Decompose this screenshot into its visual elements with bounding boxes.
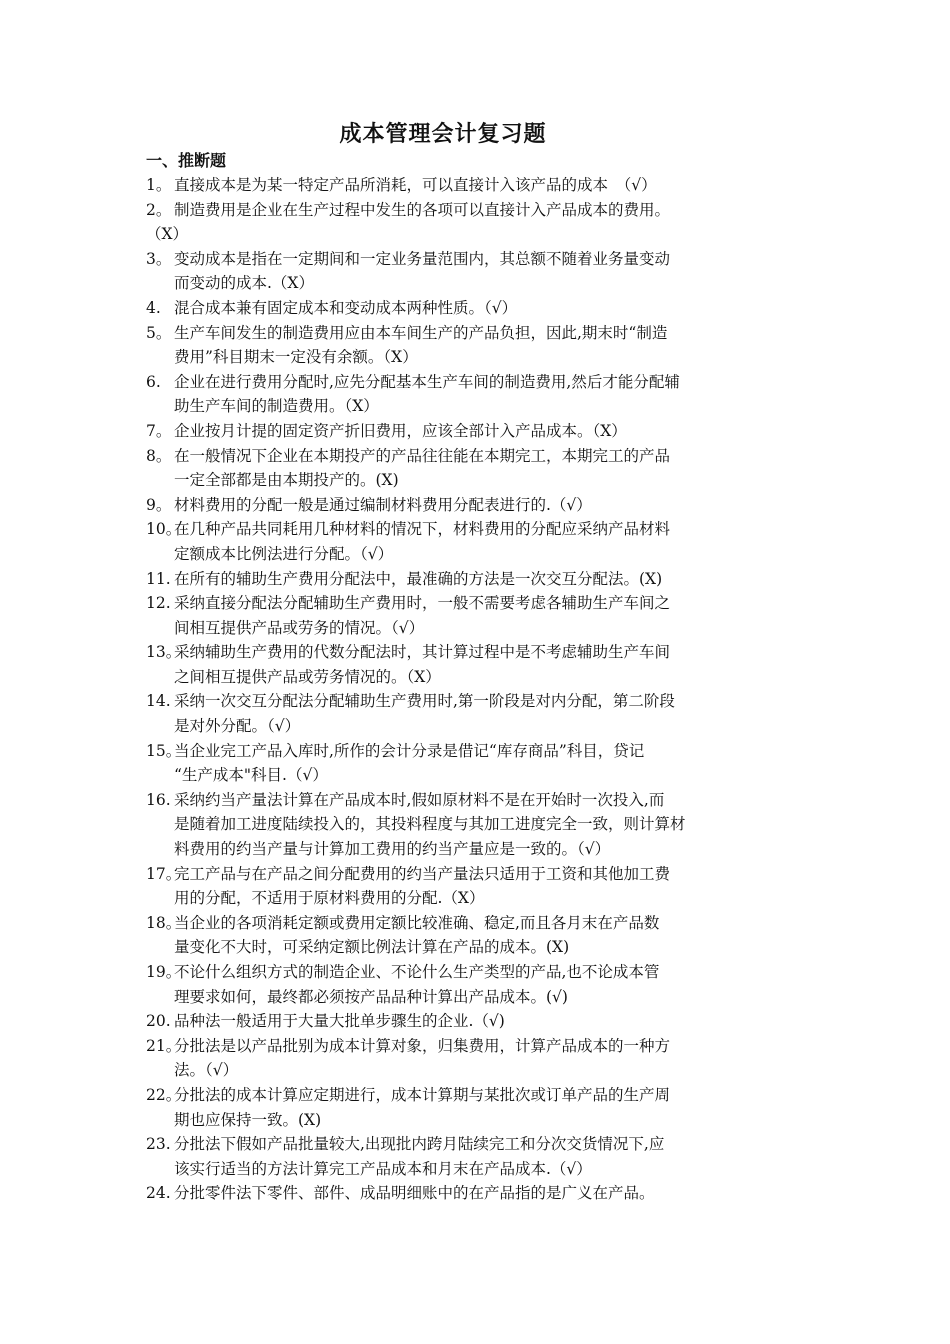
question-number: 5。 [146, 323, 172, 342]
question-text: 不论什么组织方式的制造企业、不论什么生产类型的产品,也不论成本管 [174, 963, 660, 981]
question-text: 该实行适当的方法计算完工产品成本和月末在产品成本.（√） [174, 1159, 592, 1178]
question-item [146, 689, 810, 738]
question-item [146, 247, 810, 296]
question-number: 17。 [146, 864, 182, 883]
question-number: 4. [146, 298, 161, 317]
question-text: 采纳一次交互分配法分配辅助生产费用时,第一阶段是对内分配，第二阶段 [174, 692, 675, 711]
question-text: 而变动的成本.（X） [174, 274, 314, 293]
question-text: 是对外分配。（√） [174, 717, 301, 736]
question-item [146, 788, 810, 862]
document-title: 成本管理会计复习题 [339, 122, 547, 147]
question-text: 费用”科目期末一定没有余额。（X） [174, 348, 418, 367]
question-text: 间相互提供产品或劳务的情况。（√） [174, 618, 425, 637]
question-number: 6. [146, 372, 161, 391]
question-number: 18。 [146, 913, 182, 932]
question-text: 量变化不大时，可采纳定额比例法计算在产品的成本。(X) [174, 938, 570, 957]
question-number: 23. [146, 1135, 171, 1154]
question-number: 11. [146, 569, 171, 588]
question-number: 24. [146, 1184, 171, 1203]
question-text: 在几种产品共同耗用几种材料的情况下，材料费用的分配应采纳产品材料 [174, 520, 671, 539]
question-number: 8。 [146, 446, 172, 465]
question-item [146, 1083, 810, 1132]
question-text: 品种法一般适用于大量大批单步骤生的企业.（√) [174, 1012, 505, 1031]
question-item [146, 1132, 810, 1181]
question-item [146, 444, 810, 493]
question-item [146, 911, 810, 960]
question-number: 21。 [146, 1036, 182, 1055]
question-number: 15。 [146, 741, 182, 760]
question-number: 12. [146, 594, 171, 613]
question-number: 1。 [146, 176, 172, 194]
question-item [146, 370, 810, 419]
question-text: 分批零件法下零件、部件、成品明细账中的在产品指的是广义在产品。 [174, 1184, 655, 1203]
question-number: 14. [146, 692, 171, 711]
question-text: 是随着加工进度陆续投入的，其投料程度与其加工进度完全一致，则计算材 [174, 815, 686, 834]
question-number: 22。 [146, 1085, 182, 1104]
question-text: 分批法是以产品批别为成本计算对象，归集费用，计算产品成本的一种方 [174, 1036, 671, 1055]
question-number: 20. [146, 1012, 171, 1031]
question-item [146, 1181, 810, 1206]
question-text: 制造费用是企业在生产过程中发生的各项可以直接计入产品成本的费用。 [174, 200, 671, 219]
question-text: 一定全部都是由本期投产的。(X) [174, 471, 399, 490]
question-item [146, 1009, 810, 1034]
question-number: 19。 [146, 963, 182, 981]
question-text: 混合成本兼有固定成本和变动成本两种性质。（√） [174, 298, 518, 317]
question-text: 完工产品与在产品之间分配费用的约当产量法只适用于工资和其他加工费 [174, 864, 671, 883]
question-text: 当企业的各项消耗定额或费用定额比较准确、稳定,而且各月末在产品数 [174, 913, 660, 932]
question-item [146, 173, 810, 198]
question-item [146, 960, 810, 1009]
question-text: 料费用的约当产量与计算加工费用的约当产量应是一致的。（√） [174, 840, 611, 859]
question-text: 用的分配，不适用于原材料费用的分配.（X） [174, 889, 485, 908]
question-number: 10。 [146, 520, 182, 539]
question-item [146, 567, 810, 592]
question-text: 之间相互提供产品或劳务情况的。（X） [174, 667, 441, 686]
question-item [146, 198, 810, 247]
question-text: 在一般情况下企业在本期投产的产品往往能在本期完工，本期完工的产品 [174, 446, 671, 465]
question-text: 当企业完工产品入库时,所作的会计分录是借记“库存商品”科目，贷记 [174, 741, 645, 760]
question-text: 理要求如何，最终都必须按产品品种计算出产品成本。(√) [174, 987, 568, 1006]
question-text: 采纳约当产量法计算在产品成本时,假如原材料不是在开始时一次投入,而 [174, 790, 665, 809]
question-list [146, 173, 810, 1206]
question-text: 采纳直接分配法分配辅助生产费用时，一般不需要考虑各辅助生产车间之 [174, 594, 671, 613]
question-text: （X） [146, 225, 189, 244]
question-item [146, 640, 810, 689]
question-text: “生产成本"科目.（√） [174, 766, 328, 785]
question-text: 分批法下假如产品批量较大,出现批内跨月陆续完工和分次交货情况下,应 [174, 1135, 665, 1154]
question-text: 期也应保持一致。(X) [174, 1110, 322, 1129]
question-text: 助生产车间的制造费用。（X） [174, 397, 379, 416]
question-number: 2。 [146, 200, 172, 219]
question-text: 生产车间发生的制造费用应由本车间生产的产品负担，因此,期末时“制造 [174, 323, 668, 342]
section-heading: 一、推断题 [146, 151, 227, 170]
question-item [146, 862, 810, 911]
question-item [146, 591, 810, 640]
question-item [146, 321, 810, 370]
question-item [146, 493, 810, 518]
question-text: 企业按月计提的固定资产折旧费用，应该全部计入产品成本。（X） [174, 421, 627, 440]
question-item [146, 419, 810, 444]
question-text: 变动成本是指在一定期间和一定业务量范围内，其总额不随着业务量变动 [174, 249, 671, 268]
question-text: 企业在进行费用分配时,应先分配基本生产车间的制造费用,然后才能分配辅 [174, 372, 680, 391]
question-item [146, 1034, 810, 1083]
question-text: 在所有的辅助生产费用分配法中，最准确的方法是一次交互分配法。(X) [174, 569, 663, 588]
question-text: 分批法的成本计算应定期进行，成本计算期与某批次或订单产品的生产周 [174, 1085, 671, 1104]
question-item [146, 739, 810, 788]
question-text: 定额成本比例法进行分配。（√） [174, 544, 394, 563]
question-text: 法。（√） [174, 1061, 239, 1080]
question-item [146, 296, 810, 321]
question-number: 16. [146, 790, 171, 809]
question-item [146, 517, 810, 566]
question-text: 材料费用的分配一般是通过编制材料费用分配表进行的.（√） [174, 495, 592, 514]
question-number: 9。 [146, 495, 172, 514]
question-number: 13。 [146, 643, 182, 662]
question-text: 采纳辅助生产费用的代数分配法时，其计算过程中是不考虑辅助生产车间 [174, 643, 671, 662]
question-text: 直接成本是为某一特定产品所消耗，可以直接计入该产品的成本 （√） [174, 176, 657, 194]
question-number: 3。 [146, 249, 172, 268]
question-number: 7。 [146, 421, 172, 440]
